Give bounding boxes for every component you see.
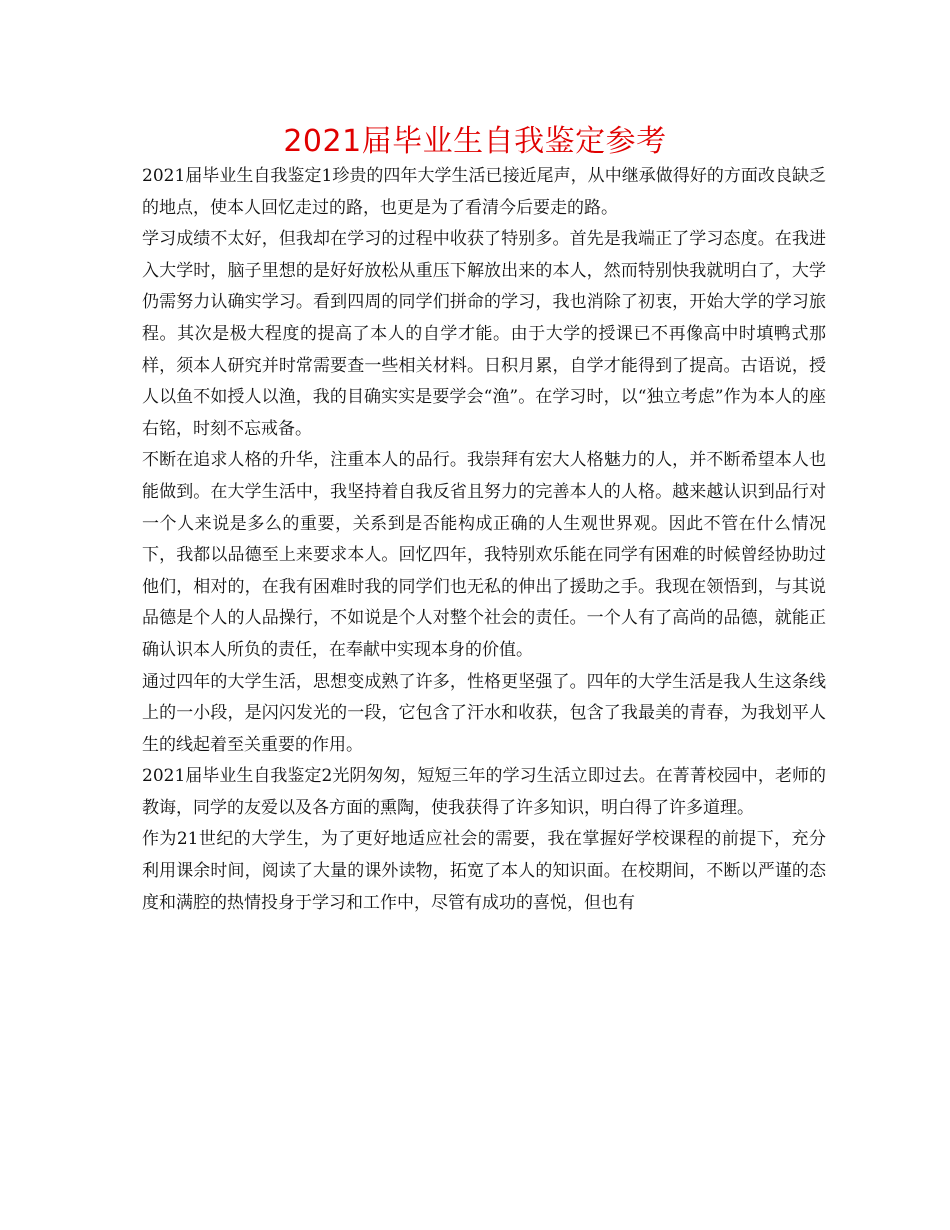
paragraph: 2021届毕业生自我鉴定2光阴匆匆，短短三年的学习生活立即过去。在菁菁校园中，老师的教诲，同学的友爱以及各方面的熏陶，使我获得了许多知识，明白得了许多道理。 (142, 766, 826, 818)
paragraph: 2021届毕业生自我鉴定1珍贵的四年大学生活已接近尾声，从中继承做得好的方面改良缺乏的地点，使本人回忆走过的路，也更是为了看清今后要走的路。 (142, 166, 826, 218)
paragraph: 学习成绩不太好，但我却在学习的过程中收获了特别多。首先是我端正了学习态度。在我进入大学时，脑子里想的是好好放松从重压下解放出来的本人，然而特别快我就明白了，大学仍需努力认确实学习。看到四周的同学们拼命的学习，我也消除了初衷，开始大学的学习旅程。其次是极大程度的提高了本人的自学才能。由于大学的授课已不再像高中时填鸭式那样，须本人研究并时常需要查一些相关材料。日积月累，自学才能得到了提高。古语说，授人以鱼不如授人以渔，我的目确实实是要学会“渔”。在学习时，以“独立考虑”作为本人的座右铭，时刻不忘戒备。 (142, 229, 826, 439)
paragraph: 通过四年的大学生活，思想变成熟了许多，性格更坚强了。四年的大学生活是我人生这条线上的一小段，是闪闪发光的一段，它包含了汗水和收获，包含了我最美的青春，为我划平人生的线起着至关重要的作用。 (142, 671, 826, 755)
document-body (142, 161, 826, 919)
paragraph: 不断在追求人格的升华，注重本人的品行。我崇拜有宏大人格魅力的人，并不断希望本人也能做到。在大学生活中，我坚持着自我反省且努力的完善本人的人格。越来越认识到品行对一个人来说是多么的重要，关系到是否能构成正确的人生观世界观。因此不管在什么情况下，我都以品德至上来要求本人。回忆四年，我特别欢乐能在同学有困难的时候曾经协助过他们，相对的，在我有困难时我的同学们也无私的伸出了援助之手。我现在领悟到，与其说品德是个人的人品操行，不如说是个人对整个社会的责任。一个人有了高尚的品德，就能正确认识本人所负的责任，在奉献中实现本身的价值。 (142, 450, 826, 660)
document-title: 2021届毕业生自我鉴定参考 (283, 124, 667, 159)
paragraph: 作为21世纪的大学生，为了更好地适应社会的需要，我在掌握好学校课程的前提下，充分利用课余时间，阅读了大量的课外读物，拓宽了本人的知识面。在校期间，不断以严谨的态度和满腔的热情投身于学习和工作中，尽管有成功的喜悦，但也有 (142, 829, 826, 913)
